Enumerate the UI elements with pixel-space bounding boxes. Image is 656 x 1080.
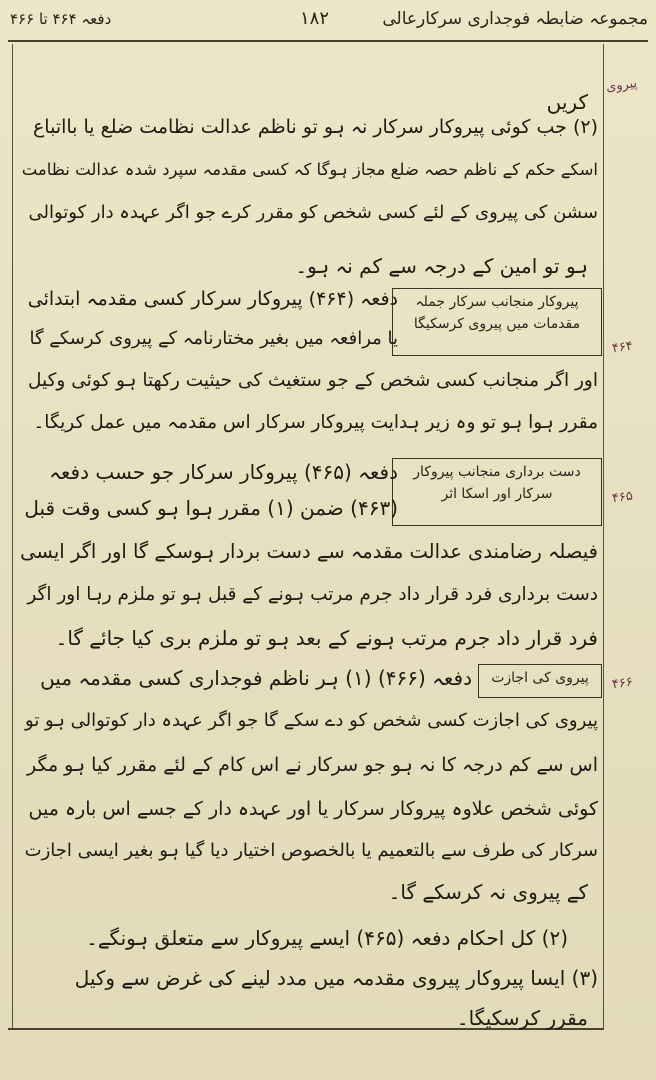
page-header xyxy=(0,0,656,44)
header-rule xyxy=(8,40,648,42)
text-line: اور اگر منجانب کسی شخص کے جو ستغیث کی حیثیت رکھتا ہو کوئی وکیل xyxy=(28,370,598,391)
text-line: ہو تو امین کے درجہ سے کم نہ ہو۔ xyxy=(295,254,588,278)
text-line: کوئی شخص علاوہ پیروکار سرکار یا اور عہدہ دار کے جسے اس بارہ میں xyxy=(28,798,598,820)
margin-note: پیروی xyxy=(605,75,639,96)
text-line: مقرر ہوا ہو تو وہ زیر ہدایت پیروکار سرکار اس مقدمہ میں عمل کریگا۔ xyxy=(33,412,598,433)
text-line: دفعہ (۴۶۵) پیروکار سرکار جو حسب دفعہ xyxy=(49,460,398,484)
text-line: فرد قرار داد جرم مرتب ہونے کے بعد ہو تو ملزم بری کیا جائے گا۔ xyxy=(55,626,598,650)
text-line: (۲) کل احکام دفعہ (۴۶۵) ایسے پیروکار سے متعلق ہونگے۔ xyxy=(86,926,568,950)
text-line: یا مرافعہ میں بغیر مختارنامہ کے پیروی کرسکے گا xyxy=(29,328,398,349)
text-line: مقرر کرسکیگا۔ xyxy=(456,1006,588,1030)
text-line: اسکے حکم کے ناظم حصہ ضلع مجاز ہوگا کہ کسی مقدمہ سپرد شدہ عدالت نظامت xyxy=(21,160,598,179)
header-section-range: دفعہ ۴۶۴ تا ۴۶۶ xyxy=(10,10,112,28)
text-line: سشن کی پیروی کے لئے کسی شخص کو مقرر کرے جو اگر عہدہ دار کوتوالی xyxy=(28,202,598,223)
text-line: اس سے کم درجہ کا نہ ہو جو سرکار نے اس کام کے لئے مقرر کیا ہو مگر xyxy=(26,754,598,776)
frame-left-rule xyxy=(12,44,13,1029)
side-heading-box: دست برداری منجانب پیروکار سرکار اور اسکا اثر xyxy=(392,458,602,526)
margin-note: ۴۶۶ xyxy=(611,674,634,693)
header-book-title: مجموعہ ضابطہ فوجداری سرکارعالی xyxy=(382,9,648,29)
text-line: کے پیروی نہ کرسکے گا۔ xyxy=(388,880,588,904)
text-line: پیروی کی اجازت کسی شخص کو دے سکے گا جو اگر عہدہ دار کوتوالی ہو تو xyxy=(25,710,598,731)
text-line: دفعہ (۴۶۴) پیروکار سرکار کسی مقدمہ ابتدائی xyxy=(27,288,398,310)
page-number: ۱۸۲ xyxy=(300,8,330,29)
frame-right-rule xyxy=(603,44,604,1029)
margin-note: ۴۶۵ xyxy=(611,488,634,507)
text-line: (۲) جب کوئی پیروکار سرکار نہ ہو تو ناظم عدالت نظامت ضلع یا بااتباع xyxy=(32,116,598,138)
text-line: فیصلہ رضامندی عدالت مقدمہ سے دست بردار ہوسکے گا اور اگر ایسی xyxy=(20,540,598,563)
side-heading-box: پیروکار منجانب سرکار جملہ مقدمات میں پیروی کرسکیگا xyxy=(392,288,602,356)
margin-note: ۴۶۴ xyxy=(611,338,634,357)
text-line: کریں xyxy=(546,90,588,114)
text-line: دفعہ (۴۶۶) (۱) ہر ناظم فوجداری کسی مقدمہ میں xyxy=(40,666,472,690)
text-line: سرکار کی طرف سے بالتعمیم یا بالخصوص اختیار دیا گیا ہو بغیر ایسی اجازت xyxy=(24,840,598,861)
side-heading-box: پیروی کی اجازت xyxy=(478,664,602,698)
text-line: دست برداری فرد قرار داد جرم مرتب ہونے کے قبل ہو تو ملزم رہا اور اگر xyxy=(27,584,598,605)
text-line: (۳) ایسا پیروکار پیروی مقدمہ میں مدد لینے کی غرض سے وکیل xyxy=(74,966,598,990)
text-line: (۴۶۳) ضمن (۱) مقرر ہوا ہو کسی وقت قبل xyxy=(24,496,398,520)
